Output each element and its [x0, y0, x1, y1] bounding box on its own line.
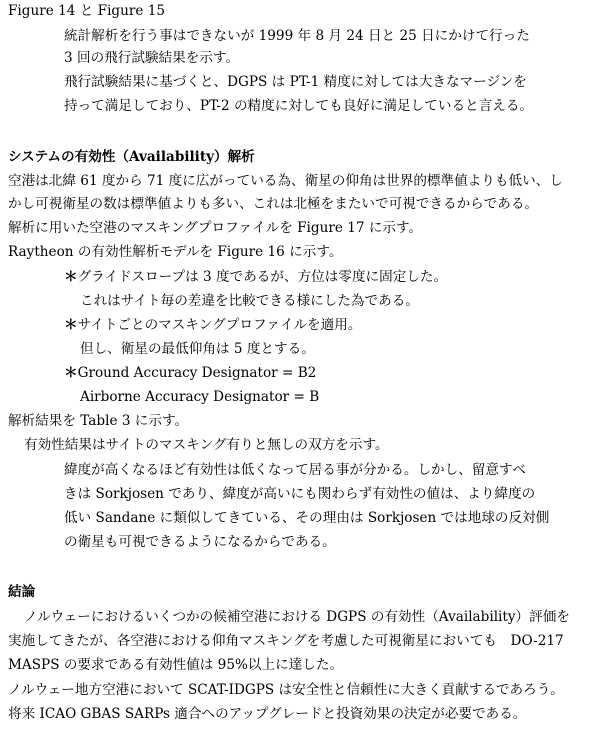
- paragraph-line: ノルウェーにおけるいくつかの候補空港における DGPS の有効性（Availability）評価を: [24, 609, 570, 625]
- paragraph-line: 実施してきたが、各空港における仰角マスキングを考慮した可視衛星においても DO-217: [8, 633, 564, 649]
- section-heading-conclusion: 結論: [8, 584, 36, 600]
- paragraph-line: 空港は北緯 61 度から 71 度に広がっている為、衛星の仰角は世界的標準値よりも低い、し: [8, 173, 563, 189]
- paragraph-line: 緯度が高くなるほど有効性は低くなって居る事が分かる。しかし、留意すべ: [64, 462, 526, 478]
- paragraph-line: 飛行試験結果に基づくと、DGPS は PT-1 精度に対しては大きなマージンを: [64, 74, 527, 90]
- bullet-continuation: Airborne Accuracy Designator = B: [80, 389, 320, 405]
- paragraph-line: 将来 ICAO GBAS SARPs 適合へのアップグレードと投資効果の決定が必要である。: [8, 706, 527, 722]
- bullet-text: Ground Accuracy Designator = B2: [77, 365, 317, 381]
- paragraph-line: 有効性結果はサイトのマスキング有りと無しの双方を示す。: [24, 437, 389, 453]
- bullet-continuation: これはサイト毎の差違を比較できる様にした為である。: [80, 293, 419, 309]
- asterisk-bullet-icon: ＊: [64, 317, 78, 333]
- paragraph-line: Raytheon の有効性解析モデルを Figure 16 に示す。: [8, 244, 343, 260]
- paragraph-line: ノルウェー地方空港において SCAT-ⅠDGPS は安全性と信頼性に大きく貢献するであろう。: [8, 682, 564, 698]
- paragraph-line: 持って満足しており、PT-2 の精度に対しても良好に満足していると言える。: [64, 98, 534, 114]
- section-heading-availability: システムの有効性（Availability）解析: [8, 149, 255, 165]
- bullet-continuation: 但し、衛星の最低仰角は 5 度とする。: [80, 341, 315, 357]
- asterisk-bullet-icon: ＊: [64, 365, 78, 381]
- paragraph-line: きは Sorkjosen であり、緯度が高いにも関わらず有効性の値は、より緯度の: [64, 486, 536, 502]
- bullet-item: [64, 364, 316, 382]
- paragraph-line: 解析結果を Table 3 に示す。: [8, 413, 189, 429]
- paragraph-line: 解析に用いた空港のマスキングプロファイルを Figure 17 に示す。: [8, 220, 423, 236]
- bullet-item: [64, 268, 447, 286]
- paragraph-line: かし可視衛星の数は標準値よりも多い、これは北極をまたいで可視できるからである。: [8, 196, 539, 212]
- asterisk-bullet-icon: ＊: [64, 269, 78, 285]
- paragraph-line: の衛星も可視できるようになるからである。: [64, 534, 336, 550]
- figure-reference-title: Figure 14 と Figure 15: [8, 3, 166, 19]
- bullet-text: サイトごとのマスキングプロファイルを適用。: [77, 317, 362, 333]
- bullet-item: [64, 316, 361, 334]
- paragraph-line: 統計解析を行う事はできないが 1999 年 8 月 24 日と 25 日にかけて行った: [64, 28, 530, 44]
- paragraph-line: 低い Sandane に類似してきている、その理由は Sorkjosen では地球の反対側: [64, 510, 550, 526]
- paragraph-line: MASPS の要求である有効性値は 95%以上に達した。: [8, 657, 344, 673]
- bullet-text: グライドスロープは 3 度であるが、方位は零度に固定した。: [77, 269, 448, 285]
- paragraph-line: 3 回の飛行試験結果を示す。: [64, 50, 240, 66]
